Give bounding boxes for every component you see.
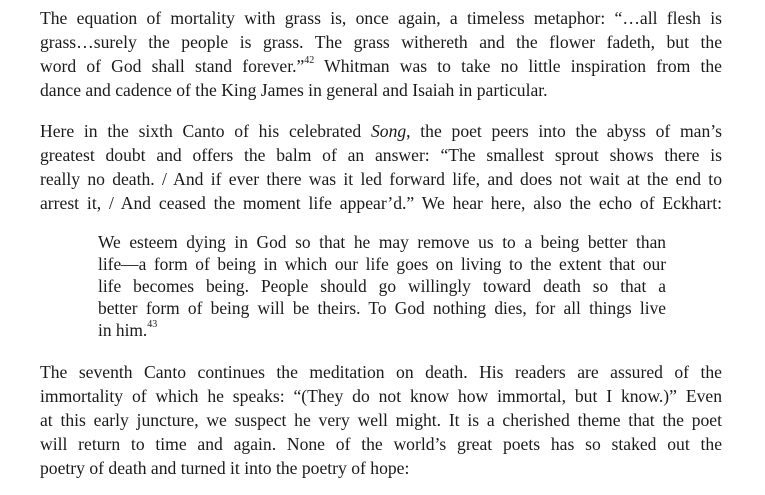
paragraph3-line5: poetry of death and turned it into the poetry of hope: bbox=[40, 458, 410, 478]
quote-line4: better form of being will be theirs. To God nothing dies, for all things live bbox=[98, 298, 666, 318]
paragraph1-line3-text-b: Whitman was to take no little inspiration from the bbox=[314, 56, 722, 76]
footnote-marker-43: 43 bbox=[147, 319, 158, 331]
paragraph2-line3: really no death. / And if ever there was it led forward life, and does not wait at the end to bbox=[40, 169, 722, 189]
paragraph1-line4: dance and cadence of the King James in general and Isaiah in particular. bbox=[40, 80, 548, 100]
paragraph2-line2: greatest doubt and offers the balm of an answer: “The smallest sprout shows there is bbox=[40, 145, 722, 165]
paragraph3-line2: immortality of which he speaks: “(They do not know how immortal, but I know.)” Even bbox=[40, 386, 722, 406]
paragraph1-line3 bbox=[40, 56, 722, 76]
quote-line3: life becomes being. People should go willingly toward death so that a bbox=[98, 276, 666, 296]
footnote-marker-42: 42 bbox=[304, 55, 315, 67]
quote-line1: We esteem dying in God so that he may remove us to a being better than bbox=[98, 232, 666, 252]
paragraph2-line4: arrest it, / And ceased the moment life appear’d.” We hear here, also the echo of Eckhart: bbox=[40, 193, 722, 213]
paragraph1-line2: grass…surely the people is grass. The grass withereth and the flower fadeth, but the bbox=[40, 32, 722, 52]
quote-line5 bbox=[98, 320, 157, 340]
paragraph2-line1 bbox=[40, 121, 722, 141]
song-title: Song bbox=[370, 121, 407, 141]
paragraph2-line1-text-a: Here in the sixth Canto of his celebrated bbox=[40, 121, 371, 141]
paragraph1-line3-text-a: word of God shall stand forever.” bbox=[40, 56, 305, 76]
paragraph2-line1-text-b: , the poet peers into the abyss of man’s bbox=[406, 121, 722, 141]
quote-last-line-text: in him. bbox=[98, 320, 148, 340]
quote-line2: life—a form of being in which our life goes on living to the extent that our bbox=[98, 254, 666, 274]
paragraph3-line1: The seventh Canto continues the meditation on death. His readers are assured of the bbox=[40, 362, 722, 382]
paragraph1-line1: The equation of mortality with grass is, once again, a timeless metaphor: “…all flesh is bbox=[40, 8, 722, 28]
paragraph3-line3: at this early juncture, we suspect he very well might. It is a cherished theme that the poet bbox=[40, 410, 722, 430]
paragraph3-line4: will return to time and again. None of the world’s great poets has so staked out the bbox=[40, 434, 722, 454]
